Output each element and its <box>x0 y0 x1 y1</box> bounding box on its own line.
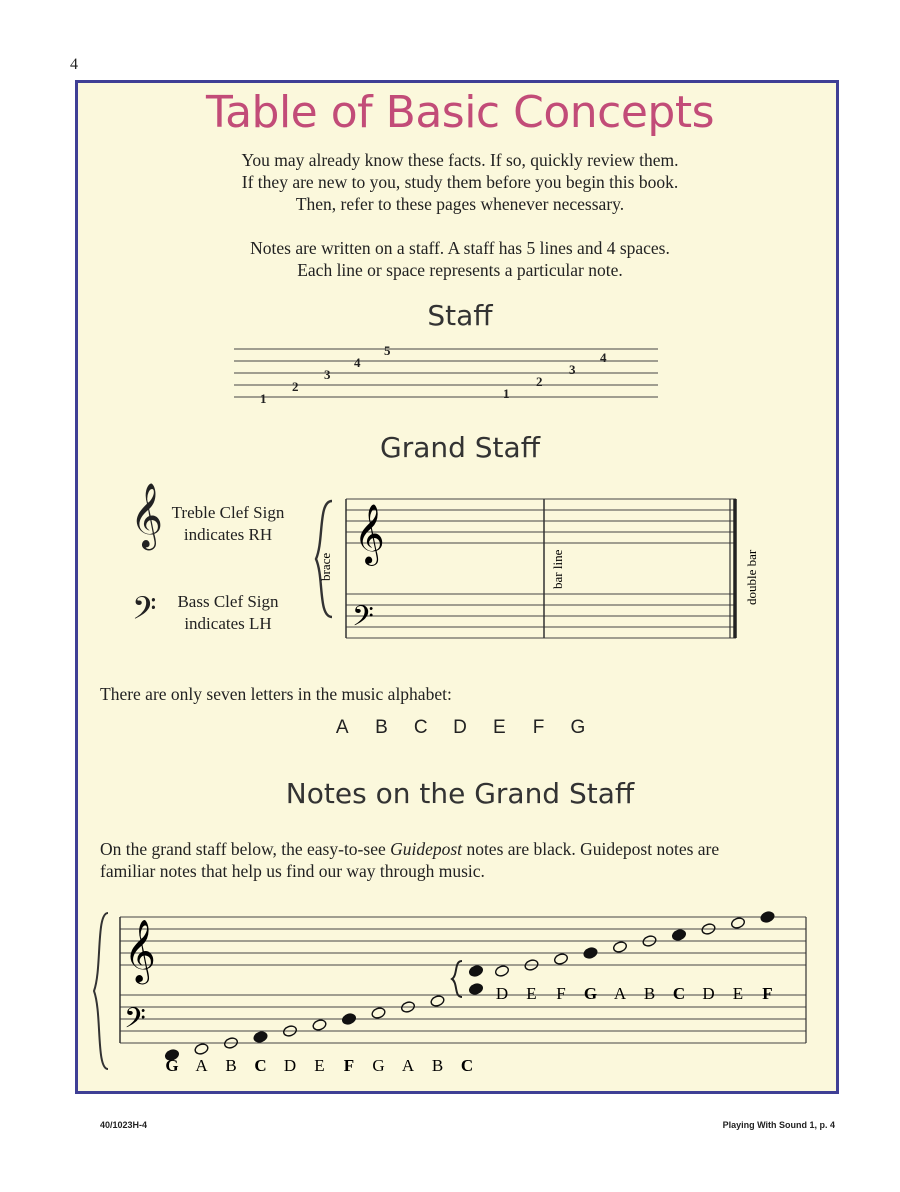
note-name-label: F <box>556 984 566 1003</box>
staff-space-number: 4 <box>600 350 607 365</box>
notes-heading: Notes on the Grand Staff <box>285 777 635 810</box>
staff-line-number: 5 <box>384 343 391 358</box>
note-name-label: D <box>702 984 715 1003</box>
staff-line-number: 4 <box>354 355 361 370</box>
note <box>612 940 627 953</box>
note-name-label: D <box>283 1056 297 1075</box>
staff-space-number: 1 <box>503 386 510 401</box>
bar-line-label: bar line <box>550 549 565 589</box>
staff-line-number: 2 <box>292 379 299 394</box>
note-name-label: B <box>431 1056 444 1075</box>
staff-space-number: 3 <box>569 362 576 377</box>
note-name-label: A <box>613 984 627 1003</box>
note-name-label: G <box>583 984 598 1003</box>
intro-line-3: Then, refer to these pages whenever necessary. <box>295 194 625 214</box>
note <box>312 1018 327 1031</box>
note-name-label: B <box>225 1056 237 1075</box>
footer-title: Playing With Sound 1, p. 4 <box>722 1120 835 1130</box>
grand-staff-diagram <box>300 481 770 643</box>
treble-clef-icon: 𝄞 <box>130 483 164 548</box>
note <box>194 1042 209 1055</box>
brace-icon <box>94 913 108 1069</box>
treble-clef-label-1: Treble Clef Sign <box>171 503 285 522</box>
note-name-label: E <box>314 1056 325 1075</box>
note <box>553 952 568 965</box>
guidepost-note <box>253 1030 268 1043</box>
note-name-label: E <box>732 984 744 1003</box>
note-name-label: A <box>195 1056 208 1075</box>
alphabet-intro: There are only seven letters in the music alphabet: <box>100 684 452 704</box>
staff-space-number: 2 <box>536 374 543 389</box>
guidepost-note <box>671 928 686 941</box>
note-name-label: A <box>401 1056 415 1075</box>
note-name-label: G <box>165 1056 179 1075</box>
alphabet-letter: A <box>335 717 349 738</box>
bass-clef-icon: 𝄢 <box>352 602 374 639</box>
alphabet-letter: C <box>413 717 428 738</box>
note-name-label: C <box>672 984 686 1003</box>
concepts-panel <box>75 80 839 1094</box>
note-name-label: G <box>372 1056 385 1075</box>
staff-heading: Staff <box>427 299 493 332</box>
intro-line-5: Each line or space represents a particular note. <box>297 260 623 280</box>
alphabet-letter: B <box>375 717 388 738</box>
note-name-label: E <box>526 984 537 1003</box>
staff-line-number: 1 <box>260 391 267 406</box>
footer-code: 40/1023H-4 <box>100 1120 148 1130</box>
note-name-label: C <box>254 1056 267 1075</box>
notes-text-line-2: familiar notes that help us find our way through music. <box>100 861 485 881</box>
bass-clef-icon: 𝄢 <box>124 1004 146 1041</box>
alphabet-letter: F <box>532 717 545 738</box>
treble-clef-label-2: indicates RH <box>183 525 273 544</box>
note-name-label: F <box>762 984 773 1003</box>
brace-label: brace <box>318 552 333 581</box>
alphabet-letter: E <box>492 717 506 738</box>
intro-line-1: You may already know these facts. If so, quickly review them. <box>241 150 679 170</box>
note <box>730 916 745 929</box>
double-bar-label: double bar <box>744 549 759 605</box>
treble-clef-icon: 𝄞 <box>124 921 156 981</box>
notes-grand-staff <box>90 893 812 1089</box>
note-name-label: B <box>643 984 656 1003</box>
guidepost-note <box>583 946 598 959</box>
intro-line-2: If they are new to you, study them before you begin this book. <box>241 172 679 192</box>
staff-diagram <box>228 341 668 413</box>
grand-staff-heading: Grand Staff <box>380 431 540 464</box>
intro-line-4: Notes are written on a staff. A staff has 5 lines and 4 spaces. <box>250 238 670 258</box>
guidepost-note <box>468 964 483 977</box>
music-alphabet <box>78 717 842 739</box>
guidepost-note <box>341 1012 356 1025</box>
note-name-label: C <box>460 1056 474 1075</box>
page-number: 4 <box>70 56 78 73</box>
bass-clef-icon: 𝄢 <box>132 590 157 634</box>
note <box>430 994 445 1007</box>
page-title: Table of Basic Concepts <box>205 87 715 138</box>
notes-text-line-1: On the grand staff below, the easy-to-see Guidepost notes are black. Guidepost notes are <box>100 839 720 859</box>
note <box>371 1006 386 1019</box>
alphabet-letter: D <box>453 717 467 738</box>
note-name-label: D <box>495 984 509 1003</box>
note-name-label: F <box>343 1056 355 1075</box>
treble-clef-icon: 𝄞 <box>354 506 385 563</box>
staff-line-number: 3 <box>324 367 331 382</box>
guidepost-note <box>468 982 483 995</box>
note <box>494 964 509 977</box>
bass-clef-label-2: indicates LH <box>184 614 272 633</box>
brace-icon <box>452 961 462 997</box>
bass-clef-label-1: Bass Clef Sign <box>177 592 279 611</box>
alphabet-letter: G <box>570 717 586 738</box>
guidepost-note <box>760 910 775 923</box>
